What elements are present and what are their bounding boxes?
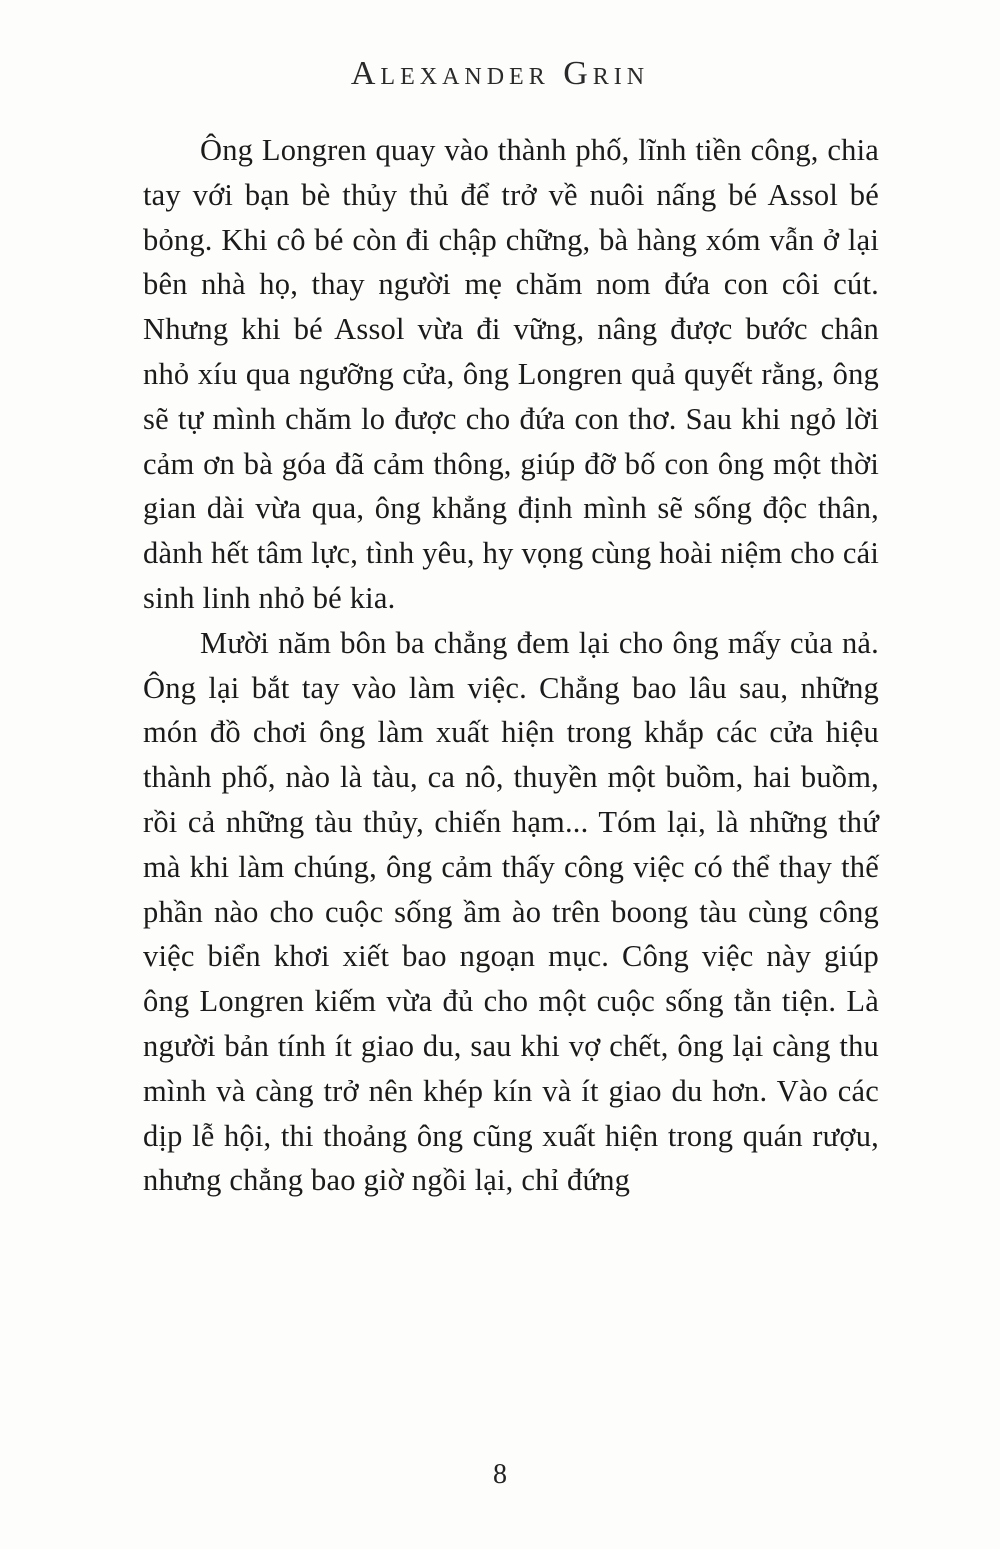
paragraph-1: Ông Longren quay vào thành phố, lĩnh tiền công, chia tay với bạn bè thủy thủ để trở về nuôi nấng bé Assol bé bỏng. Khi cô bé còn đi chập chững, bà hàng xóm vẫn ở lại bên nhà họ, thay người mẹ chăm nom đứa con côi cút. Nhưng khi bé Assol vừa đi vững, nâng được bước chân nhỏ xíu qua ngưỡng cửa, ông Longren quả quyết rằng, ông sẽ tự mình chăm lo được cho đứa con thơ. Sau khi ngỏ lời cảm ơn bà góa đã cảm thông, giúp đỡ bố con ông một thời gian dài vừa qua, ông khẳng định mình sẽ sống độc thân, dành hết tâm lực, tình yêu, hy vọng cùng hoài niệm cho cái sinh linh nhỏ bé kia. — [143, 133, 879, 615]
body-text — [143, 128, 879, 1203]
page-number: 8 — [493, 1459, 507, 1490]
paragraph-2: Mười năm bôn ba chẳng đem lại cho ông mấy của nả. Ông lại bắt tay vào làm việc. Chẳng bao lâu sau, những món đồ chơi ông làm xuất hiện trong khắp các cửa hiệu thành phố, nào là tàu, ca nô, thuyền một buồm, hai buồm, rồi cả những tàu thủy, chiến hạm... Tóm lại, là những thứ mà khi làm chúng, ông cảm thấy công việc có thể thay thế phần nào cho cuộc sống ầm ào trên boong tàu cùng công việc biển khơi xiết bao ngoạn mục. Công việc này giúp ông Longren kiếm vừa đủ cho một cuộc sống tằn tiện. Là người bản tính ít giao du, sau khi vợ chết, ông lại càng thu mình và càng trở nên khép kín và ít giao du hơn. Vào các dịp lễ hội, thi thoảng ông cũng xuất hiện trong quán rượu, nhưng chẳng bao giờ ngồi lại, chỉ đứng — [143, 625, 879, 1198]
running-header: Alexander Grin — [350, 55, 650, 92]
